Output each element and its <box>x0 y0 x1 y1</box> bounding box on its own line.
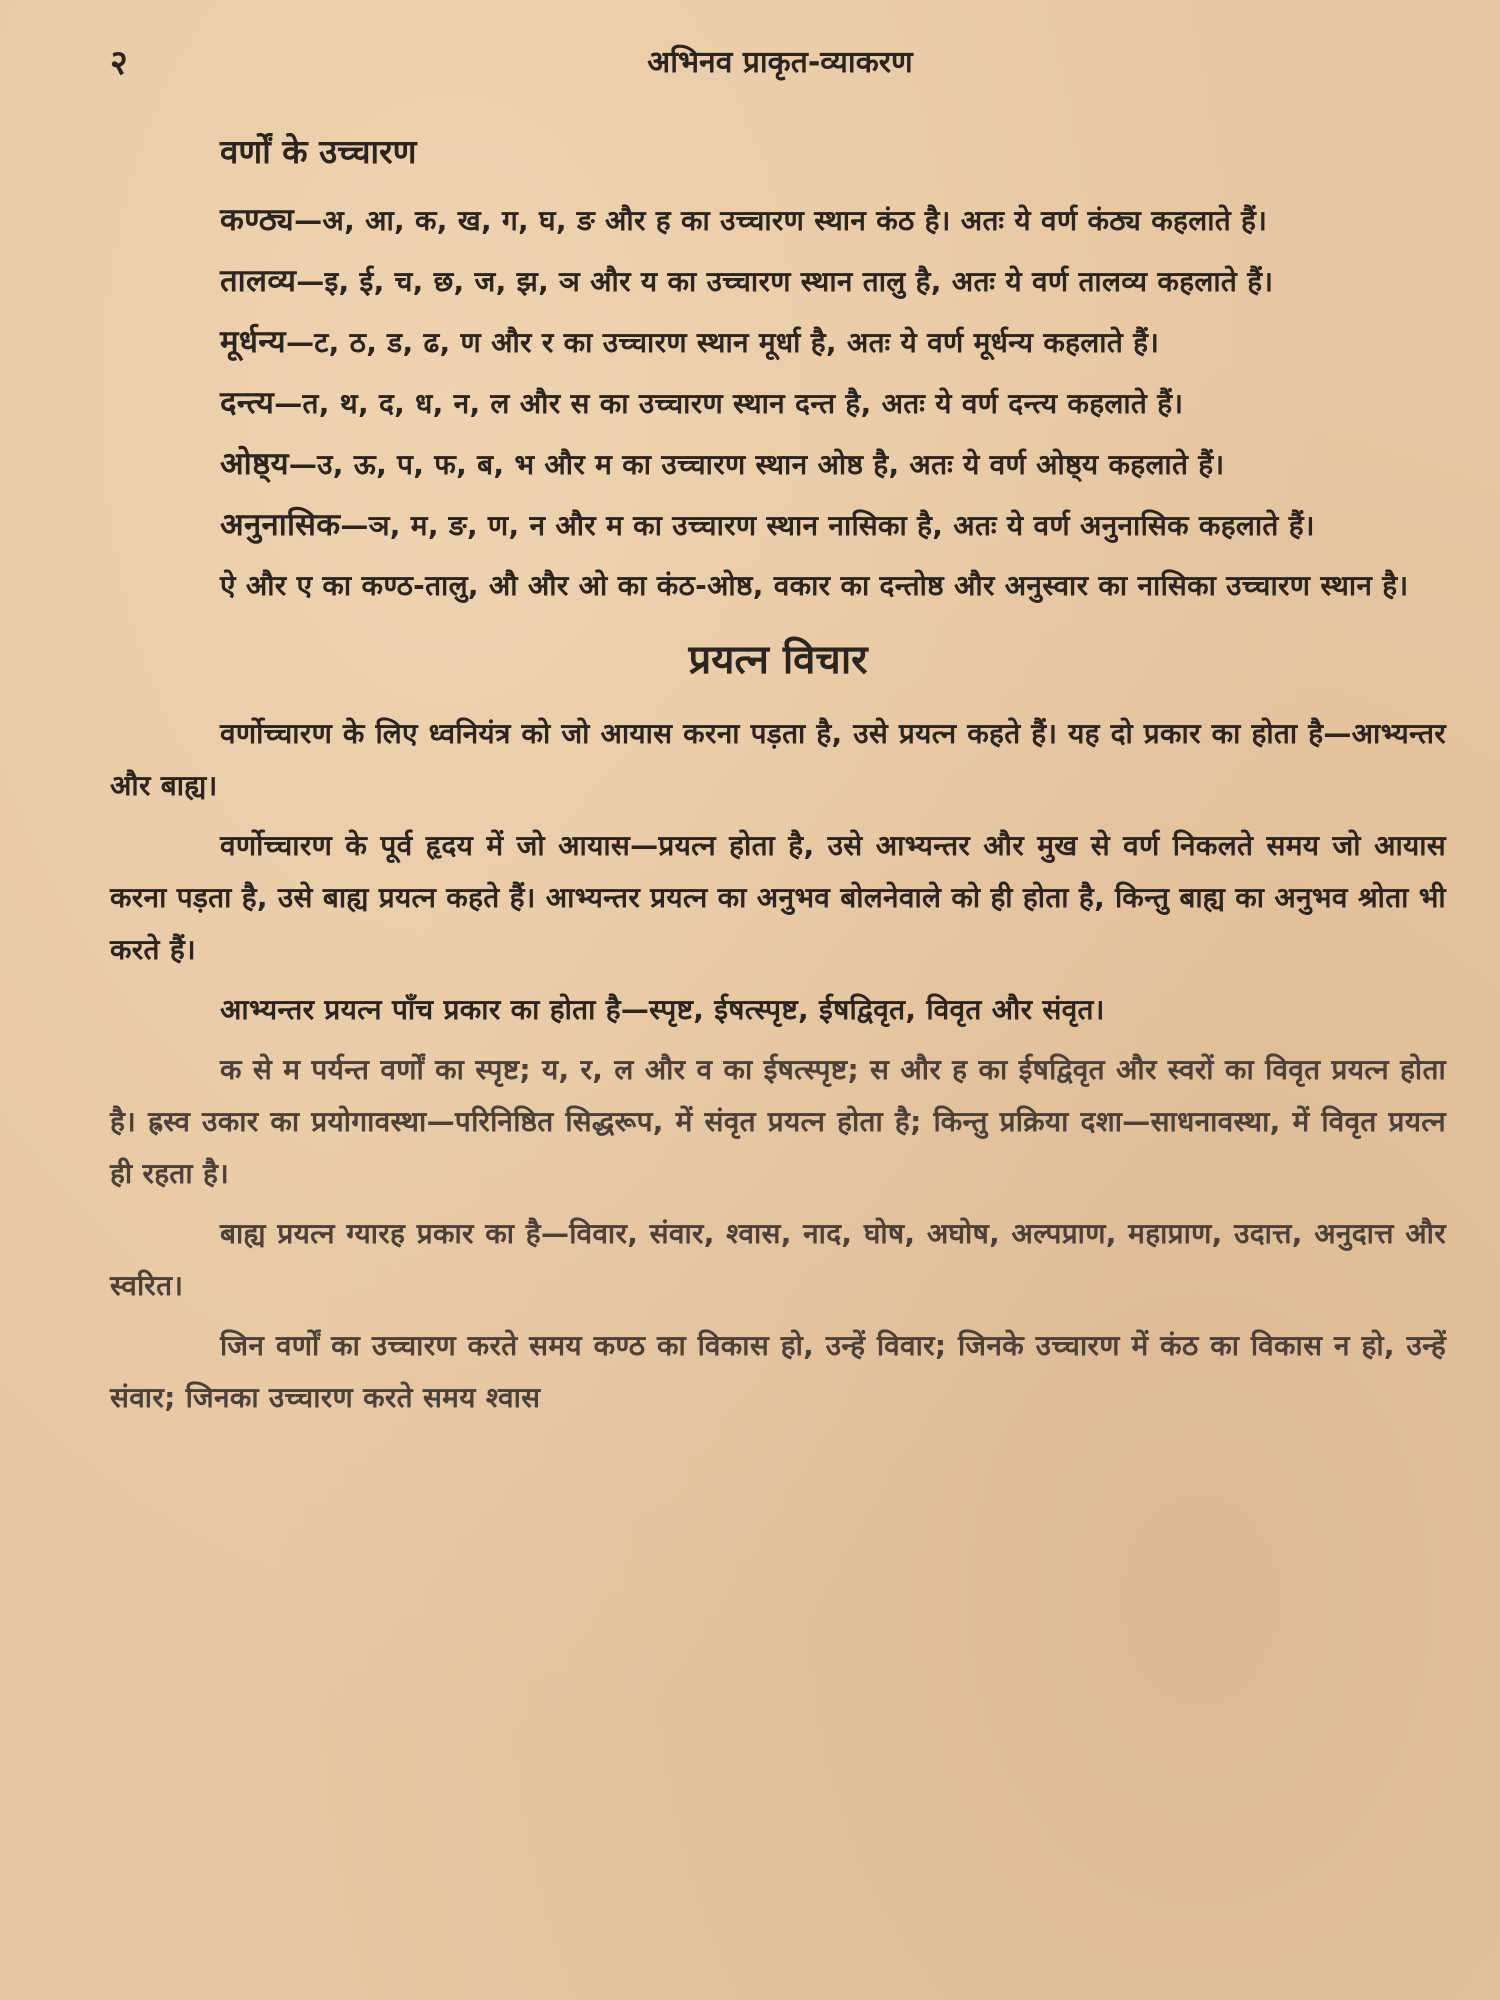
section-heading-prayatna-vichar: प्रयत्न विचार <box>688 637 868 683</box>
running-title: अभिनव प्राकृत-व्याकरण <box>647 45 913 80</box>
paragraph-sprishta: क से म पर्यन्त वर्णों का स्पृष्ट; य, र, ल और व का ईषत्स्पृष्ट; स और ह का ईषद्विवृत और स्वरों का विवृत प्रयत्न होता है। ह्रस्व उकार का प्रयोगावस्था—परिनिष्ठित सिद्धरूप, में संवृत प्रयत्न होता है; किन्तु प्रक्रिया दशा—साधनावस्था, में विवृत प्रयत्न ही रहता है। <box>110 1053 1446 1190</box>
paragraph-bahya-types: बाह्य प्रयत्न ग्यारह प्रकार का है—विवार, संवार, श्वास, नाद, घोष, अघोष, अल्पप्राण, महाप्राण, उदात्त, अनुदात्त और स्वरित। <box>110 1217 1446 1302</box>
paragraph-text: —ट, ठ, ड, ढ, ण और र का उच्चारण स्थान मूर्धा है, अतः ये वर्ण मूर्धन्य कहलाते हैं। <box>285 326 1160 359</box>
paragraph-text: —अ, आ, क, ख, ग, घ, ङ और ह का उच्चारण स्थान कंठ है। अतः ये वर्ण कंठ्य कहलाते हैं। <box>294 204 1268 237</box>
paragraph-anunasik <box>110 499 1446 552</box>
paragraph-talavya <box>110 255 1446 308</box>
paragraph-closing: ऐ और ए का कण्ठ-तालु, औ और ओ का कंठ-ओष्ठ, वकार का दन्तोष्ठ और अनुस्वार का नासिका उच्चारण स्थान है। <box>220 569 1409 602</box>
paragraph-kanthya <box>110 194 1446 247</box>
paragraph-text: —इ, ई, च, छ, ज, झ, ञ और य का उच्चारण स्थान तालु है, अतः ये वर्ण तालव्य कहलाते हैं। <box>296 265 1274 298</box>
paragraph-murdhanya <box>110 316 1446 369</box>
paragraph-abhyantar-bahya: वर्णोच्चारण के पूर्व हृदय में जो आयास—प्रयत्न होता है, उसे आभ्यन्तर और मुख से वर्ण निकलते समय जो आयास करना पड़ता है, उसे बाह्य प्रयत्न कहते हैं। आभ्यन्तर प्रयत्न का अनुभव बोलनेवाले को ही होता है, किन्तु बाह्य का अनुभव श्रोता भी करते हैं। <box>110 829 1446 966</box>
section-heading-varna-uchcharan: वर्णों के उच्चारण <box>220 132 417 171</box>
page-number: २ <box>110 43 128 83</box>
term-kanthya: कण्ठ्य <box>220 202 295 238</box>
paragraph-text: —त, थ, द, ध, न, ल और स का उच्चारण स्थान दन्त है, अतः ये वर्ण दन्त्य कहलाते हैं। <box>274 387 1184 420</box>
paragraph-abhyantar-types: आभ्यन्तर प्रयत्न पाँच प्रकार का होता है—स्पृष्ट, ईषत्स्पृष्ट, ईषद्विवृत, विवृत और संवृत। <box>220 993 1105 1026</box>
paragraph-oshthya <box>110 438 1446 491</box>
term-oshthya: ओष्ठ्य <box>220 446 289 482</box>
paragraph-prayatna-definition: वर्णोच्चारण के लिए ध्वनियंत्र को जो आयास करना पड़ता है, उसे प्रयत्न कहते हैं। यह दो प्रकार का होता है—आभ्यन्तर और बाह्य। <box>110 717 1446 802</box>
term-murdhanya: मूर्धन्य <box>220 324 286 360</box>
paragraph-text: —उ, ऊ, प, फ, ब, भ और म का उच्चारण स्थान ओष्ठ है, अतः ये वर्ण ओष्ठ्य कहलाते हैं। <box>288 448 1225 481</box>
page-header <box>110 38 1450 88</box>
term-anunasik: अनुनासिक <box>220 507 341 543</box>
paragraph-text: —ञ, म, ङ, ण, न और म का उच्चारण स्थान नासिका है, अतः ये वर्ण अनुनासिक कहलाते हैं। <box>340 509 1315 542</box>
page-content <box>110 118 1446 1432</box>
paragraph-dantya <box>110 377 1446 430</box>
term-talavya: तालव्य <box>220 263 297 299</box>
term-dantya: दन्त्य <box>220 385 275 421</box>
paragraph-vivar-samvar: जिन वर्णों का उच्चारण करते समय कण्ठ का विकास हो, उन्हें विवार; जिनके उच्चारण में कंठ का विकास न हो, उन्हें संवार; जिनका उच्चारण करते समय श्वास <box>110 1329 1447 1414</box>
